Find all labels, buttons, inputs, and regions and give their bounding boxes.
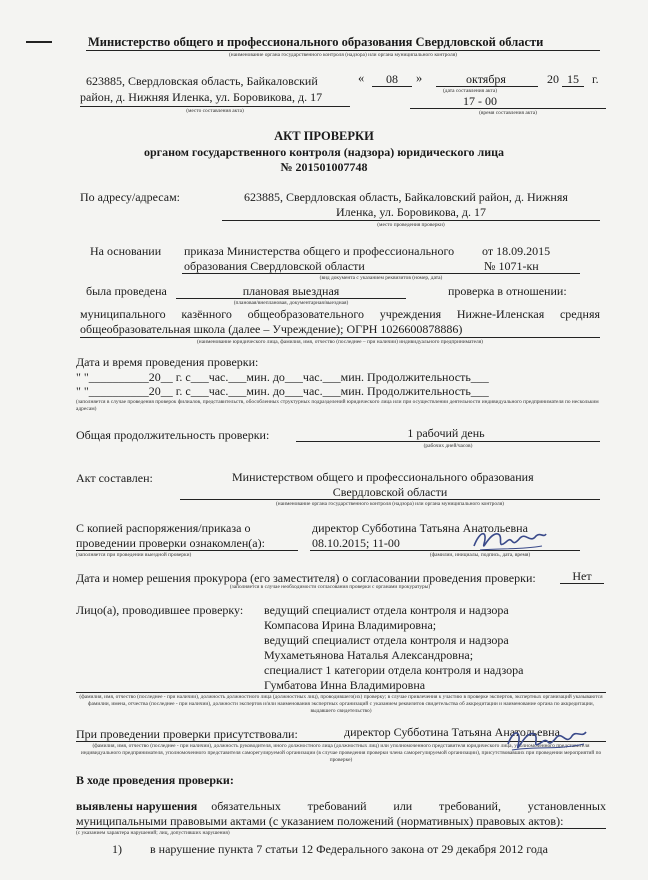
place-line-1: 623885, Свердловская область, Байкаловский [86,74,318,88]
inspector-line-3: ведущий специалист отдела контроля и надзора [264,633,509,647]
basis-doc-line-2: образования Свердловской области [184,259,365,273]
duration-label: Общая продолжительность проверки: [76,428,270,442]
time-value: 17 - 00 [463,94,497,108]
composed-line-2: Свердловской области [332,485,448,499]
inspector-line-5: специалист 1 категории отдела контроля и надзора [264,663,524,677]
conducted-relation: проверка в отношении: [448,284,567,298]
basis-date: от 18.09.2015 [482,244,551,258]
basis-number: № 1071-кн [484,259,539,273]
present-value: директор Субботина Татьяна Анатольевна [344,725,560,739]
address-line-2: Иленка, ул. Боровикова, д. 17 [336,205,486,219]
date-open-quote: « [358,71,365,85]
acquainted-label-1: С копией распоряжения/приказа о [76,521,251,535]
entity-caption: (наименование юридического лица, фамилия, имя, отчество (последнее – при наличии) индивидуального предпринимателя) [197,339,483,345]
basis-label: На основании [90,244,162,258]
place-line-2: район, д. Нижняя Иленка, ул. Боровикова, д. 17 [80,90,323,104]
findings-bold-start: выявлены нарушения [76,799,198,813]
signature-1 [470,524,550,558]
address-line-1: 623885, Свердловская область, Байкаловский район, д. Нижняя [244,190,568,204]
present-caption: (фамилия, имя, отчество (последнее - при наличии), должность руководителя, иного должностного лица (должностных лиц) или уполномоченного представителя юридического лица, уполномоченного представителя индивидуального предпринимателя, уполномоченного представителя саморегулируемой организации (в случае проведения проверки члена саморегулируемой организации), присутствовавших при проведении мероприятий по проверке) [80,743,602,763]
place-caption: (место составления акта) [186,108,244,114]
date-year-prefix: 20 [547,72,559,86]
conducted-type: плановая выездная [242,284,340,298]
address-label: По адресу/адресам: [80,190,181,204]
datetime-row-2: " "__________20__ г. с___час.___мин. до___час.___мин. Продолжительность___ [76,384,489,398]
entity-line-2: общеобразовательная школа (далее – Учреждение); ОГРН 1026600878886) [80,322,463,336]
acquainted-caption-left: (заполняется при проведении выездной проверки) [76,552,192,558]
time-caption: (время составления акта) [479,110,537,116]
date-month: октября [466,72,506,86]
acquainted-caption-right: (фамилии, инициалы, подпись, дата, время) [429,552,531,558]
acquainted-label-2: проведении проверки ознакомлен(а): [76,536,265,550]
findings-rest-line-1: обязательных требований или требований, установленных [211,799,606,813]
act-number: № 201501007748 [280,160,368,174]
prosecutor-value: Нет [572,569,592,583]
entity-line-1: муниципального казённого общеобразовательного учреждения Нижне-Иленская средняя [80,307,600,321]
act-subtitle: органом государственного контроля (надзора) юридического лица [143,145,505,159]
date-year-suffix: 15 [567,72,579,86]
findings-item-text: в нарушение пункта 7 статьи 12 Федерального закона от 29 декабря 2012 года [150,842,548,856]
signature-2 [504,724,590,758]
date-caption: (дата составления акта) [442,88,498,94]
prosecutor-caption: (заполняется в случае необходимости согласования проверки с органами прокуратуры) [229,584,431,590]
corner-mark [26,41,52,43]
basis-caption: (вид документа с указанием реквизитов (номер, дата) [319,275,443,281]
duration-value: 1 рабочий день [407,426,485,440]
address-caption: (место проведения проверки) [377,222,445,228]
duration-caption: (рабочих дней/часов) [423,443,473,449]
basis-doc-line-1: приказа Министерства общего и профессионального [184,244,455,258]
composed-label: Акт составлен: [76,471,153,485]
conducted-caption: (плановая/внеплановая, документарная/выездная) [233,300,349,306]
findings-line-2: муниципальными правовыми актами (с указанием положений (нормативных) правовых актов): [76,814,564,828]
prosecutor-label: Дата и номер решения прокурора (его заместителя) о согласовании проведения проверки: [76,571,536,585]
findings-heading: В ходе проведения проверки: [76,773,234,787]
act-title: АКТ ПРОВЕРКИ [274,129,374,143]
datetime-caption: (заполняется в случае проведения проверок филиалов, представительств, обособленных структурных подразделений юридического лица или при осуществлении деятельности индивидуального предпринимателя по нескольким адресам) [76,399,599,412]
date-close-quote: » [416,71,423,85]
date-day: 08 [386,72,398,86]
inspector-line-1: ведущий специалист отдела контроля и надзора [264,603,509,617]
inspector-line-6: Гумбатова Инна Владимировна [264,678,426,692]
inspector-line-2: Компасова Ирина Владимировна; [264,618,437,632]
findings-caption: (с указанием характера нарушений; лиц, допустивших нарушения) [76,830,230,836]
datetime-row-1: " "__________20__ г. с___час.___мин. до___час.___мин. Продолжительность___ [76,370,489,384]
inspectors-label: Лицо(а), проводившее проверку: [76,603,244,617]
findings-item-number: 1) [112,842,122,856]
ministry-caption: (наименование органа государственного контроля (надзора) или органа муниципального контроля) [229,52,457,58]
datetime-label: Дата и время проведения проверки: [76,355,259,369]
composed-caption: (наименование органа государственного контроля (надзора) или органа муниципального контроля) [276,501,504,507]
conducted-label: была проведена [86,284,167,298]
findings-line-1 [76,799,606,814]
composed-line-1: Министерством общего и профессионального образования [232,470,534,484]
date-year-unit: г. [592,72,599,86]
acquainted-value-1: директор Субботина Татьяна Анатольевна [312,521,528,535]
ministry-name: Министерство общего и профессионального образования Свердловской области [88,35,544,49]
acquainted-value-2: 08.10.2015; 11-00 [312,536,400,550]
present-label: При проведении проверки присутствовали: [76,727,298,741]
inspectors-caption: (фамилия, имя, отчество (последнее - при наличии), должность должностного лица (должностных лиц), проводившего(их) проверку; в случае привлечения к участию в проверке экспертов, экспертных организаций указываются фамилии, имена, отчества (последнее - при наличии), должности экспертов и/или наименования экспертных организаций с указанием реквизитов свидетельства об аккредитации и наименование органа по аккредитации, выдавшего свидетельство) [79,694,603,714]
inspector-line-4: Мухаметьянова Наталья Александровна; [264,648,474,662]
